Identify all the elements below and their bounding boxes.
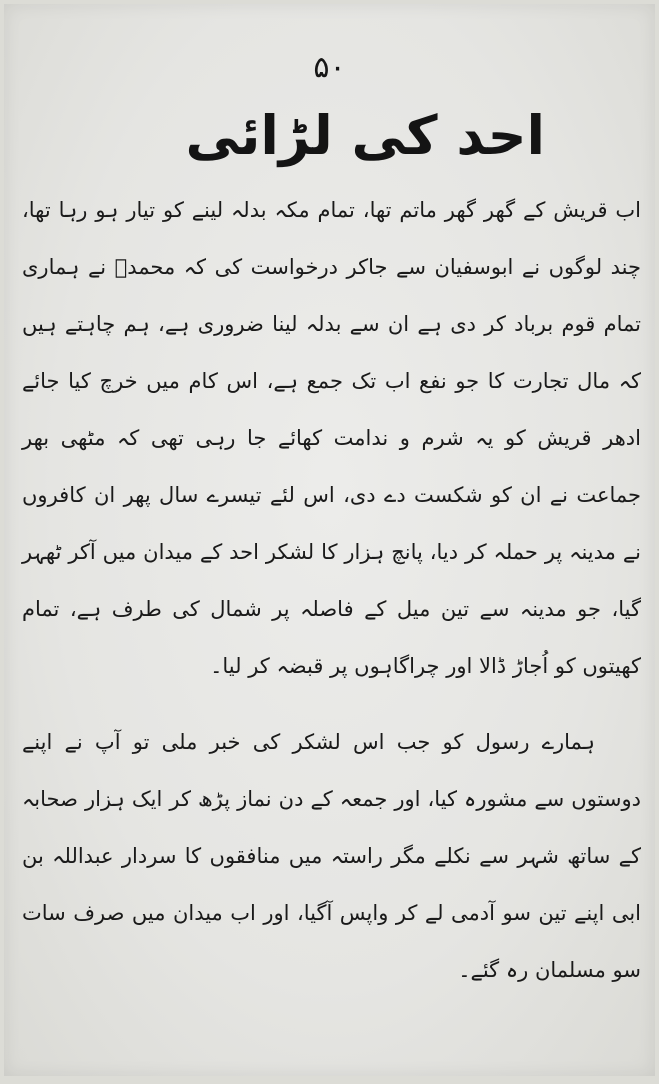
- paragraph: ہمارے رسول کو جب اس لشکر کی خبر ملی تو آپ نے اپنے دوستوں سے مشورہ کیا، اور جمعہ کے دن نماز پڑھ کر ایک ہزار صحابہ کے ساتھ شہر سے نکلے مگر راستہ میں منافقوں کا سردار عبداللہ بن ابی اپنے تین سو آدمی لے کر واپس آگیا، اور اب میدان میں صرف سات سو مسلمان رہ گئے۔: [22, 730, 641, 982]
- book-page: [4, 4, 655, 1076]
- page-number: ۵۰: [313, 50, 346, 85]
- chapter-title: احد کی لڑائی: [185, 104, 545, 167]
- paragraph: اب قریش کے گھر گھر ماتم تھا، تمام مکہ بدلہ لینے کو تیار ہو رہا تھا، چند لوگوں نے ابوسفیان سے جاکر درخواست کی کہ محمدؐ نے ہماری تمام قوم برباد کر دی ہے ان سے بدلہ لینا ضروری ہے، ہم چاہتے ہیں کہ مال تجارت کا جو نفع اب تک جمع ہے، اس کام میں خرچ کیا جائے ادھر قریش کو یہ شرم و ندامت کھائے جا رہی تھی کہ مٹھی بھر جماعت نے ان کو شکست دے دی، اس لئے تیسرے سال پھر ان کافروں نے مدینہ پر حملہ کر دیا، پانچ ہزار کا لشکر احد کے میدان میں آکر ٹھہر گیا، جو مدینہ سے تین میل کے فاصلہ پر شمال کی طرف ہے، تمام کھیتوں کو اُجاڑ ڈالا اور چراگاہوں پر قبضہ کر لیا۔: [22, 198, 641, 678]
